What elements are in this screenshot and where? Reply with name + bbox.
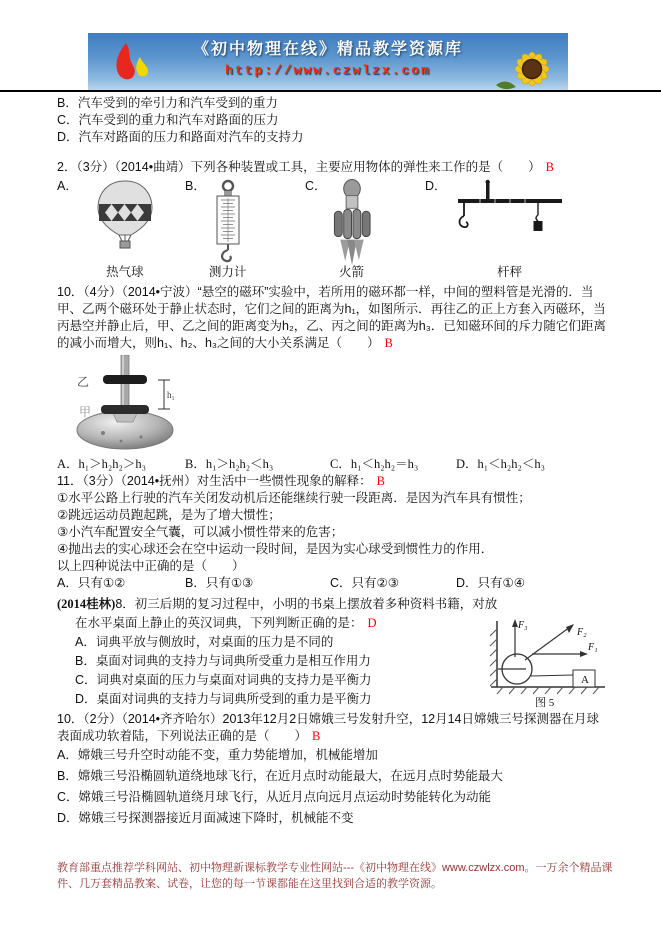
question-guilin-block bbox=[57, 595, 610, 709]
figure-5-caption: 图 5 bbox=[535, 697, 555, 709]
q10n-option-c: C．h₁＜h₂h₂＝h₃ bbox=[330, 457, 419, 471]
header-divider bbox=[0, 90, 661, 92]
magnet-rings-photo bbox=[63, 355, 610, 454]
q10n-option-d: D．h₁＜h₂h₂＜h₃ bbox=[456, 457, 545, 471]
banner-text-block bbox=[183, 38, 473, 80]
qq-option-b: B．嫦娥三号沿椭圆轨道绕地球飞行，在近月点时动能最大，在远月点时势能最大 bbox=[57, 769, 503, 783]
caption-steelyard: 杆秤 bbox=[497, 265, 523, 279]
option-d-steelyard bbox=[425, 179, 595, 279]
qg-option-b: B．桌面对词典的支持力与词典所受重力是相互作用力 bbox=[75, 654, 371, 668]
figure-5-block-label: A bbox=[581, 674, 589, 686]
content-area bbox=[57, 95, 610, 829]
option-c-letter: C． bbox=[305, 179, 327, 193]
q11-option-d: D．只有①④ bbox=[456, 576, 525, 590]
question-guilin-tag: (2014桂林) bbox=[57, 597, 116, 611]
question-10n-stem-text: 10．（4分）（2014•宁波）“悬空的磁环”实验中，若所用的磁环都一样，中间的塑料管是光滑的．当甲、乙两个磁环处于静止状态时，它们之间的距离为h₁，如图所示．再往乙的正上方套入丙磁环，当丙悬空并静止后，甲、乙之间的距离变为h₂，乙、丙之间的距离为h₃．已知磁环间的斥力随它们距离的减小而增大，则h₁、h₂、h₃之间的大小关系满足（ ） bbox=[57, 285, 606, 350]
q11-option-a: A．只有①② bbox=[57, 576, 126, 590]
magnet-figure-label-h1: h₁ bbox=[167, 390, 175, 400]
qq-option-a: A．嫦娥三号升空时动能不变，重力势能增加，机械能增加 bbox=[57, 748, 378, 762]
banner-site-title: 《初中物理在线》精品教学资源库 bbox=[192, 41, 463, 58]
q11-option-b: B．只有①③ bbox=[185, 576, 254, 590]
figure-5-pulley-forces bbox=[485, 615, 607, 712]
q11-item-2: ②跳远运动员跑起跳，是为了增大惯性； bbox=[57, 508, 281, 522]
qg-option-a: A．词典平放与侧放时，对桌面的压力是不同的 bbox=[75, 635, 334, 649]
question-10n-options bbox=[57, 456, 610, 473]
site-banner bbox=[88, 33, 568, 90]
question-2-stem bbox=[57, 159, 610, 176]
question-qq-answer: B bbox=[312, 729, 321, 743]
question-2-stem-text: 2．（3分）（2014•曲靖）下列各种装置或工具，主要应用物体的弹性来工作的是（ ） bbox=[57, 160, 541, 174]
banner-site-url[interactable]: http://www.czwlzx.com bbox=[225, 63, 431, 78]
option-a-hot-air-balloon bbox=[57, 179, 185, 279]
site-logo-flame-icon bbox=[104, 39, 162, 88]
option-b-letter: B． bbox=[185, 179, 206, 193]
figure-5-f2-label: F₂ bbox=[577, 627, 587, 638]
figure-5-f3-label: F₃ bbox=[518, 620, 528, 631]
qq-option-c: C．嫦娥三号沿椭圆轨道绕月球飞行，从近月点向远月点运动时势能转化为动能 bbox=[57, 790, 492, 804]
q11-item-3: ③小汽车配置安全气囊，可以减小惯性带来的危害； bbox=[57, 525, 344, 539]
option-a-letter: A． bbox=[57, 179, 78, 193]
option-b-spring-scale bbox=[185, 179, 305, 279]
qg-option-c: C．词典对桌面的压力与桌面对词典的支持力是平衡力 bbox=[75, 673, 372, 687]
question-2-answer: B bbox=[545, 160, 554, 174]
caption-hot-air-balloon: 热气球 bbox=[106, 265, 144, 279]
question-qq-stem-text: 10．（2分）（2014•齐齐哈尔）2013年12月2日嫦娥三号发射升空，12月14日嫦娥三号探测器在月球表面成功软着陆，下列说法正确的是（ ） bbox=[57, 712, 600, 743]
question-10n-answer: B bbox=[384, 336, 393, 350]
rocket-icon bbox=[330, 179, 374, 265]
question-11-answer: B bbox=[376, 474, 385, 488]
q11-item-4: ④抛出去的实心球还会在空中运动一段时间，是因为实心球受到惯性力的作用． bbox=[57, 542, 494, 556]
magnet-figure-label-jia: 甲 bbox=[79, 405, 92, 419]
prev-question-option-d: D．汽车对路面的压力和路面对汽车的支持力 bbox=[57, 130, 304, 144]
magnet-figure-label-yi: 乙 bbox=[77, 375, 90, 389]
magnet-rings-figure-icon bbox=[63, 355, 191, 451]
question-qq-stem bbox=[57, 711, 610, 745]
q11-item-1: ①水平公路上行驶的汽车关闭发动机后还能继续行驶一段距离．是因为汽车具有惯性； bbox=[57, 491, 531, 505]
question-11-stem bbox=[57, 473, 610, 490]
prev-question-option-b: B．汽车受到的牵引力和汽车受到的重力 bbox=[57, 96, 278, 110]
qg-option-d: D．桌面对词典的支持力与词典所受到的重力是平衡力 bbox=[75, 692, 372, 706]
q10n-option-a: A．h₁＞h₂h₂＞h₃ bbox=[57, 457, 146, 471]
question-11-stem-text: 11．（3分）（2014•抚州）对生活中一些惯性现象的解释： bbox=[57, 474, 372, 488]
question-11-options bbox=[57, 575, 610, 592]
question-guilin-answer: D bbox=[367, 616, 377, 630]
option-d-letter: D． bbox=[425, 179, 447, 193]
prev-question-option-c: C．汽车受到的重力和汽车对路面的压力 bbox=[57, 113, 279, 127]
spring-scale-icon bbox=[211, 179, 245, 265]
figure-5-icon bbox=[485, 615, 607, 709]
caption-rocket: 火箭 bbox=[339, 265, 365, 279]
footer-promo-text: 教育部重点推荐学科网站、初中物理新课标教学专业性网站---《初中物理在线》www.czwlzx.com。一万余个精品课件、几万套精品教案、试卷，让您的每一节课都能在这里找到合适的教学资源。 bbox=[57, 862, 613, 890]
qq-option-d: D．嫦娥三号探测器接近月面减速下降时，机械能不变 bbox=[57, 811, 354, 825]
hot-air-balloon-icon bbox=[81, 179, 169, 251]
question-10n-stem bbox=[57, 284, 610, 352]
steelyard-icon bbox=[450, 179, 570, 241]
q11-closing: 以上四种说法中正确的是（ ） bbox=[57, 559, 245, 573]
question-guilin-stem bbox=[57, 595, 505, 633]
question-2-picture-options bbox=[57, 179, 610, 279]
question-qiqihaer-block bbox=[57, 711, 610, 829]
figure-5-f1-label: F₁ bbox=[588, 642, 598, 653]
option-c-rocket bbox=[305, 179, 425, 279]
q10n-option-b: B．h₁＞h₂h₂＜h₃ bbox=[185, 457, 274, 471]
question-guilin-stem-text: 8．初三后期的复习过程中，小明的书桌上摆放着多种资料书籍，对放在水平桌面上静止的英汉词典，下列判断正确的是： bbox=[75, 597, 498, 630]
q11-option-c: C．只有②③ bbox=[330, 576, 399, 590]
sunflower-icon bbox=[486, 35, 568, 90]
caption-spring-scale: 测力计 bbox=[208, 265, 247, 279]
